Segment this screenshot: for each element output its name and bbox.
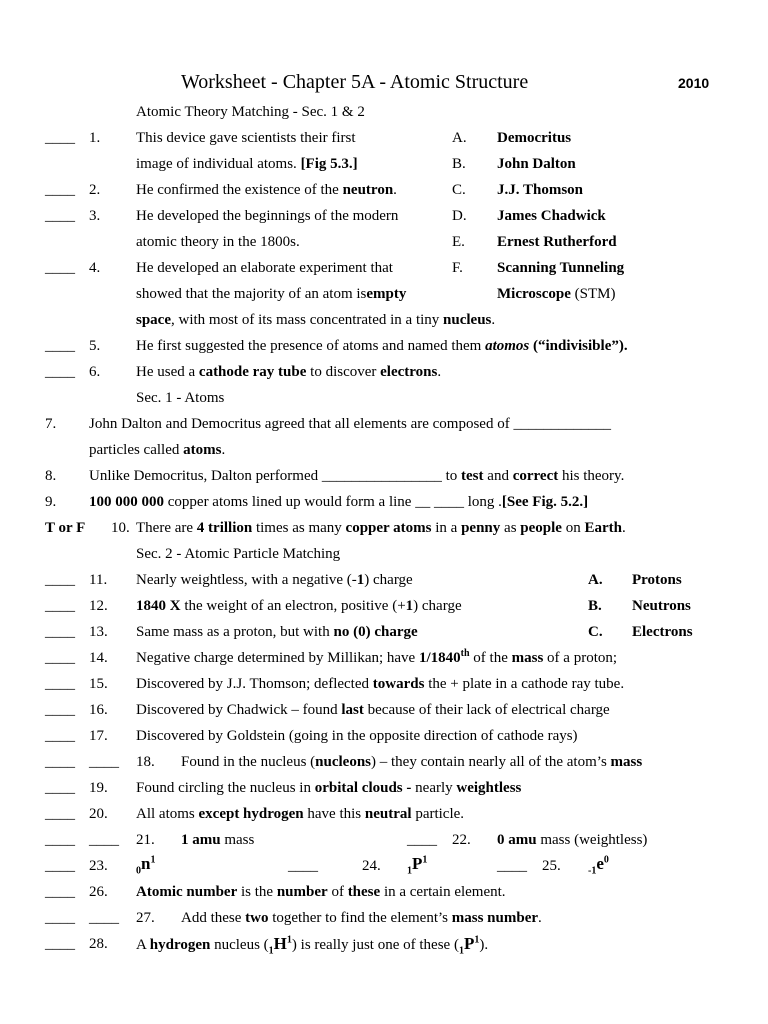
question-text: particles called atoms. xyxy=(89,442,226,458)
question-text: Found in the nucleus (nucleons) – they contain nearly all of the atom’s mass xyxy=(181,754,643,770)
question-number: 18. xyxy=(136,754,155,770)
choice-letter: A. xyxy=(588,572,603,588)
question-text: atomic theory in the 1800s. xyxy=(136,234,300,250)
question-text: All atoms except hydrogen have this neutral particle. xyxy=(136,806,465,822)
question-number: 28. xyxy=(89,936,108,952)
question-text: image of individual atoms. [Fig 5.3.] xyxy=(136,156,358,172)
fill-blank[interactable]: _____________ xyxy=(513,416,611,432)
question-number: 2. xyxy=(89,182,101,198)
choice-democritus: Democritus xyxy=(497,130,572,146)
choice-letter: B. xyxy=(452,156,466,172)
answer-blank[interactable]: ____ xyxy=(45,338,75,354)
question-text: This device gave scientists their first xyxy=(136,130,356,146)
choice-stm: Scanning Tunneling xyxy=(497,260,625,276)
choice-letter: F. xyxy=(452,260,463,276)
answer-blank[interactable]: ____ xyxy=(45,910,75,926)
answer-blank[interactable]: ____ xyxy=(45,702,75,718)
question-text: Unlike Democritus, Dalton performed ________________ to test and correct his theory. xyxy=(89,468,625,484)
page-title: Worksheet - Chapter 5A - Atomic Structure xyxy=(181,71,529,93)
answer-blank[interactable]: ____ xyxy=(407,832,437,848)
answer-blank[interactable]: ____ xyxy=(89,754,119,770)
question-text: Negative charge determined by Millikan; have 1/1840th of the mass of a proton; xyxy=(136,648,618,666)
question-text: Found circling the nucleus in orbital clouds - nearly weightless xyxy=(136,780,522,796)
question-number: 4. xyxy=(89,260,101,276)
electron-symbol: $_{-1}e^0$ xyxy=(588,854,609,877)
question-text: He confirmed the existence of the neutron. xyxy=(136,182,397,198)
question-text: John Dalton and Democritus agreed that all elements are composed of _____________ xyxy=(89,416,611,432)
question-text: Discovered by J.J. Thomson; deflected towards the + plate in a cathode ray tube. xyxy=(136,676,625,692)
true-false-choice[interactable]: T or F xyxy=(45,520,86,536)
question-number: 23. xyxy=(89,858,108,874)
choice-letter: C. xyxy=(588,624,603,640)
question-text: A hydrogen nucleus $(_1H^1)$ is really just one of these $(_1P^1)$. xyxy=(136,934,489,957)
question-number: 15. xyxy=(89,676,108,692)
question-number: 12. xyxy=(89,598,108,614)
answer-blank[interactable]: ____ xyxy=(45,832,75,848)
choice-stm: Microscope (STM) xyxy=(497,286,616,302)
question-text: Discovered by Chadwick – found last because of their lack of electrical charge xyxy=(136,702,610,718)
section-heading-atoms: Sec. 1 - Atoms xyxy=(136,390,225,406)
question-number: 7. xyxy=(45,416,57,432)
question-number: 14. xyxy=(89,650,108,666)
question-text: He developed the beginnings of the modern xyxy=(136,208,399,224)
question-number: 9. xyxy=(45,494,57,510)
answer-blank[interactable]: ____ xyxy=(45,806,75,822)
question-number: 20. xyxy=(89,806,108,822)
answer-blank[interactable]: ____ xyxy=(45,182,75,198)
section-heading-matching: Atomic Theory Matching - Sec. 1 & 2 xyxy=(136,104,365,120)
question-text: There are 4 trillion times as many copper atoms in a penny as people on Earth. xyxy=(136,520,626,536)
neutron-symbol: $_0n^1$ xyxy=(136,854,156,877)
question-text: He used a cathode ray tube to discover electrons. xyxy=(136,364,442,380)
question-text: showed that the majority of an atom isempty xyxy=(136,286,407,302)
answer-blank[interactable]: ____ xyxy=(45,624,75,640)
choice-letter: B. xyxy=(588,598,602,614)
proton-symbol: $_1P^1$ xyxy=(407,854,428,877)
question-text: He developed an elaborate experiment that xyxy=(136,260,393,276)
question-text: space, with most of its mass concentrated in a tiny nucleus. xyxy=(136,312,496,328)
choice-letter: D. xyxy=(452,208,467,224)
choice-letter: C. xyxy=(452,182,466,198)
question-number: 6. xyxy=(89,364,101,380)
answer-blank[interactable]: ____ xyxy=(45,130,75,146)
answer-blank[interactable]: ____ xyxy=(45,364,75,380)
answer-blank[interactable]: ____ xyxy=(45,208,75,224)
answer-blank[interactable]: ____ xyxy=(45,728,75,744)
question-number: 8. xyxy=(45,468,57,484)
question-text: Same mass as a proton, but with no (0) charge xyxy=(136,624,418,640)
year-label: 2010 xyxy=(678,75,710,91)
choice-neutrons: Neutrons xyxy=(632,598,691,614)
fill-blank[interactable]: ____ xyxy=(433,494,464,510)
question-number: 16. xyxy=(89,702,108,718)
answer-blank[interactable]: ____ xyxy=(45,780,75,796)
question-text: Discovered by Goldstein (going in the opposite direction of cathode rays) xyxy=(136,728,578,744)
question-text: 1 amu mass xyxy=(181,832,255,848)
question-number: 10. xyxy=(111,520,130,536)
choice-john-dalton: John Dalton xyxy=(497,156,576,172)
question-number: 19. xyxy=(89,780,108,796)
question-number: 25. xyxy=(542,858,561,874)
answer-blank[interactable]: ____ xyxy=(45,260,75,276)
question-text: 100 000 000 copper atoms lined up would form a line __ ____ long .[See Fig. 5.2.] xyxy=(89,494,589,510)
choice-james-chadwick: James Chadwick xyxy=(497,208,606,224)
answer-blank[interactable]: ____ xyxy=(45,572,75,588)
question-text: He first suggested the presence of atoms and named them atomos (“indivisible”). xyxy=(136,338,628,354)
question-number: 24. xyxy=(362,858,381,874)
question-number: 5. xyxy=(89,338,101,354)
question-text: 0 amu mass (weightless) xyxy=(497,832,648,848)
answer-blank[interactable]: ____ xyxy=(45,676,75,692)
question-number: 26. xyxy=(89,884,108,900)
answer-blank[interactable]: ____ xyxy=(45,754,75,770)
answer-blank[interactable]: ____ xyxy=(45,936,75,952)
question-number: 1. xyxy=(89,130,101,146)
question-number: 21. xyxy=(136,832,155,848)
answer-blank[interactable]: ____ xyxy=(89,910,119,926)
answer-blank[interactable]: ____ xyxy=(89,832,119,848)
question-number: 13. xyxy=(89,624,108,640)
answer-blank[interactable]: ____ xyxy=(45,650,75,666)
answer-blank[interactable]: ____ xyxy=(497,858,527,874)
question-text: Add these two together to find the element’s mass number. xyxy=(181,910,542,926)
answer-blank[interactable]: ____ xyxy=(288,858,318,874)
question-number: 3. xyxy=(89,208,101,224)
choice-protons: Protons xyxy=(632,572,682,588)
question-number: 17. xyxy=(89,728,108,744)
question-number: 22. xyxy=(452,832,471,848)
fill-blank[interactable]: __ xyxy=(415,494,431,510)
choice-letter: A. xyxy=(452,130,467,146)
question-number: 11. xyxy=(89,572,108,588)
question-text: Atomic number is the number of these in a certain element. xyxy=(136,884,506,900)
section-heading-particles: Sec. 2 - Atomic Particle Matching xyxy=(136,546,341,562)
answer-blank[interactable]: ____ xyxy=(45,858,75,874)
question-text: 1840 X the weight of an electron, positive (+1) charge xyxy=(136,598,462,614)
choice-jj-thomson: J.J. Thomson xyxy=(497,182,584,198)
choice-letter: E. xyxy=(452,234,465,250)
choice-ernest-rutherford: Ernest Rutherford xyxy=(497,234,617,250)
fill-blank[interactable]: ________________ xyxy=(321,468,442,484)
answer-blank[interactable]: ____ xyxy=(45,598,75,614)
answer-blank[interactable]: ____ xyxy=(45,884,75,900)
question-number: 27. xyxy=(136,910,155,926)
question-text: Nearly weightless, with a negative (-1) charge xyxy=(136,572,413,588)
choice-electrons: Electrons xyxy=(632,624,693,640)
